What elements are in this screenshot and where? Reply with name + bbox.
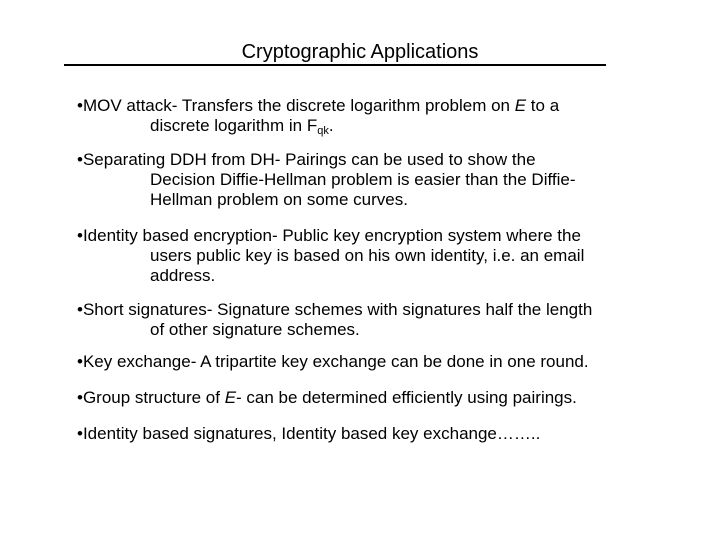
bullet-text: •Short signatures- Signature schemes with signatures half the length (77, 300, 593, 319)
bullet-mov-attack (77, 96, 657, 136)
bullet-identity-signatures (77, 424, 657, 444)
bullet-key-exchange (77, 352, 657, 372)
bullet-text: •Identity based signatures, Identity based key exchange…….. (77, 424, 541, 443)
bullet-text: •MOV attack- Transfers the discrete logarithm problem on E to a (77, 96, 560, 115)
bullet-text: •Separating DDH from DH- Pairings can be used to show the (77, 150, 536, 169)
bullet-text: •Key exchange- A tripartite key exchange can be done in one round. (77, 352, 589, 371)
bullet-text: •Identity based encryption- Public key encryption system where the (77, 226, 581, 245)
bullet-continuation: discrete logarithm in $F_{qk}$. (150, 116, 334, 137)
bullet-short-signatures (77, 300, 657, 340)
bullet-continuation: of other signature schemes. (150, 320, 360, 339)
bullet-identity-encryption (77, 226, 657, 286)
slide-title: Cryptographic Applications (241, 41, 479, 63)
title-underline (64, 64, 606, 66)
bullet-separating-ddh (77, 150, 657, 210)
bullet-group-structure (77, 388, 657, 408)
bullet-continuation: address. (150, 266, 216, 285)
bullet-continuation: Hellman problem on some curves. (150, 190, 408, 209)
bullet-text: •Group structure of E- can be determined efficiently using pairings. (77, 388, 577, 407)
bullet-continuation: users public key is based on his own identity, i.e. an email (150, 246, 585, 265)
bullet-continuation: Decision Diffie-Hellman problem is easier than the Diffie- (150, 170, 576, 189)
